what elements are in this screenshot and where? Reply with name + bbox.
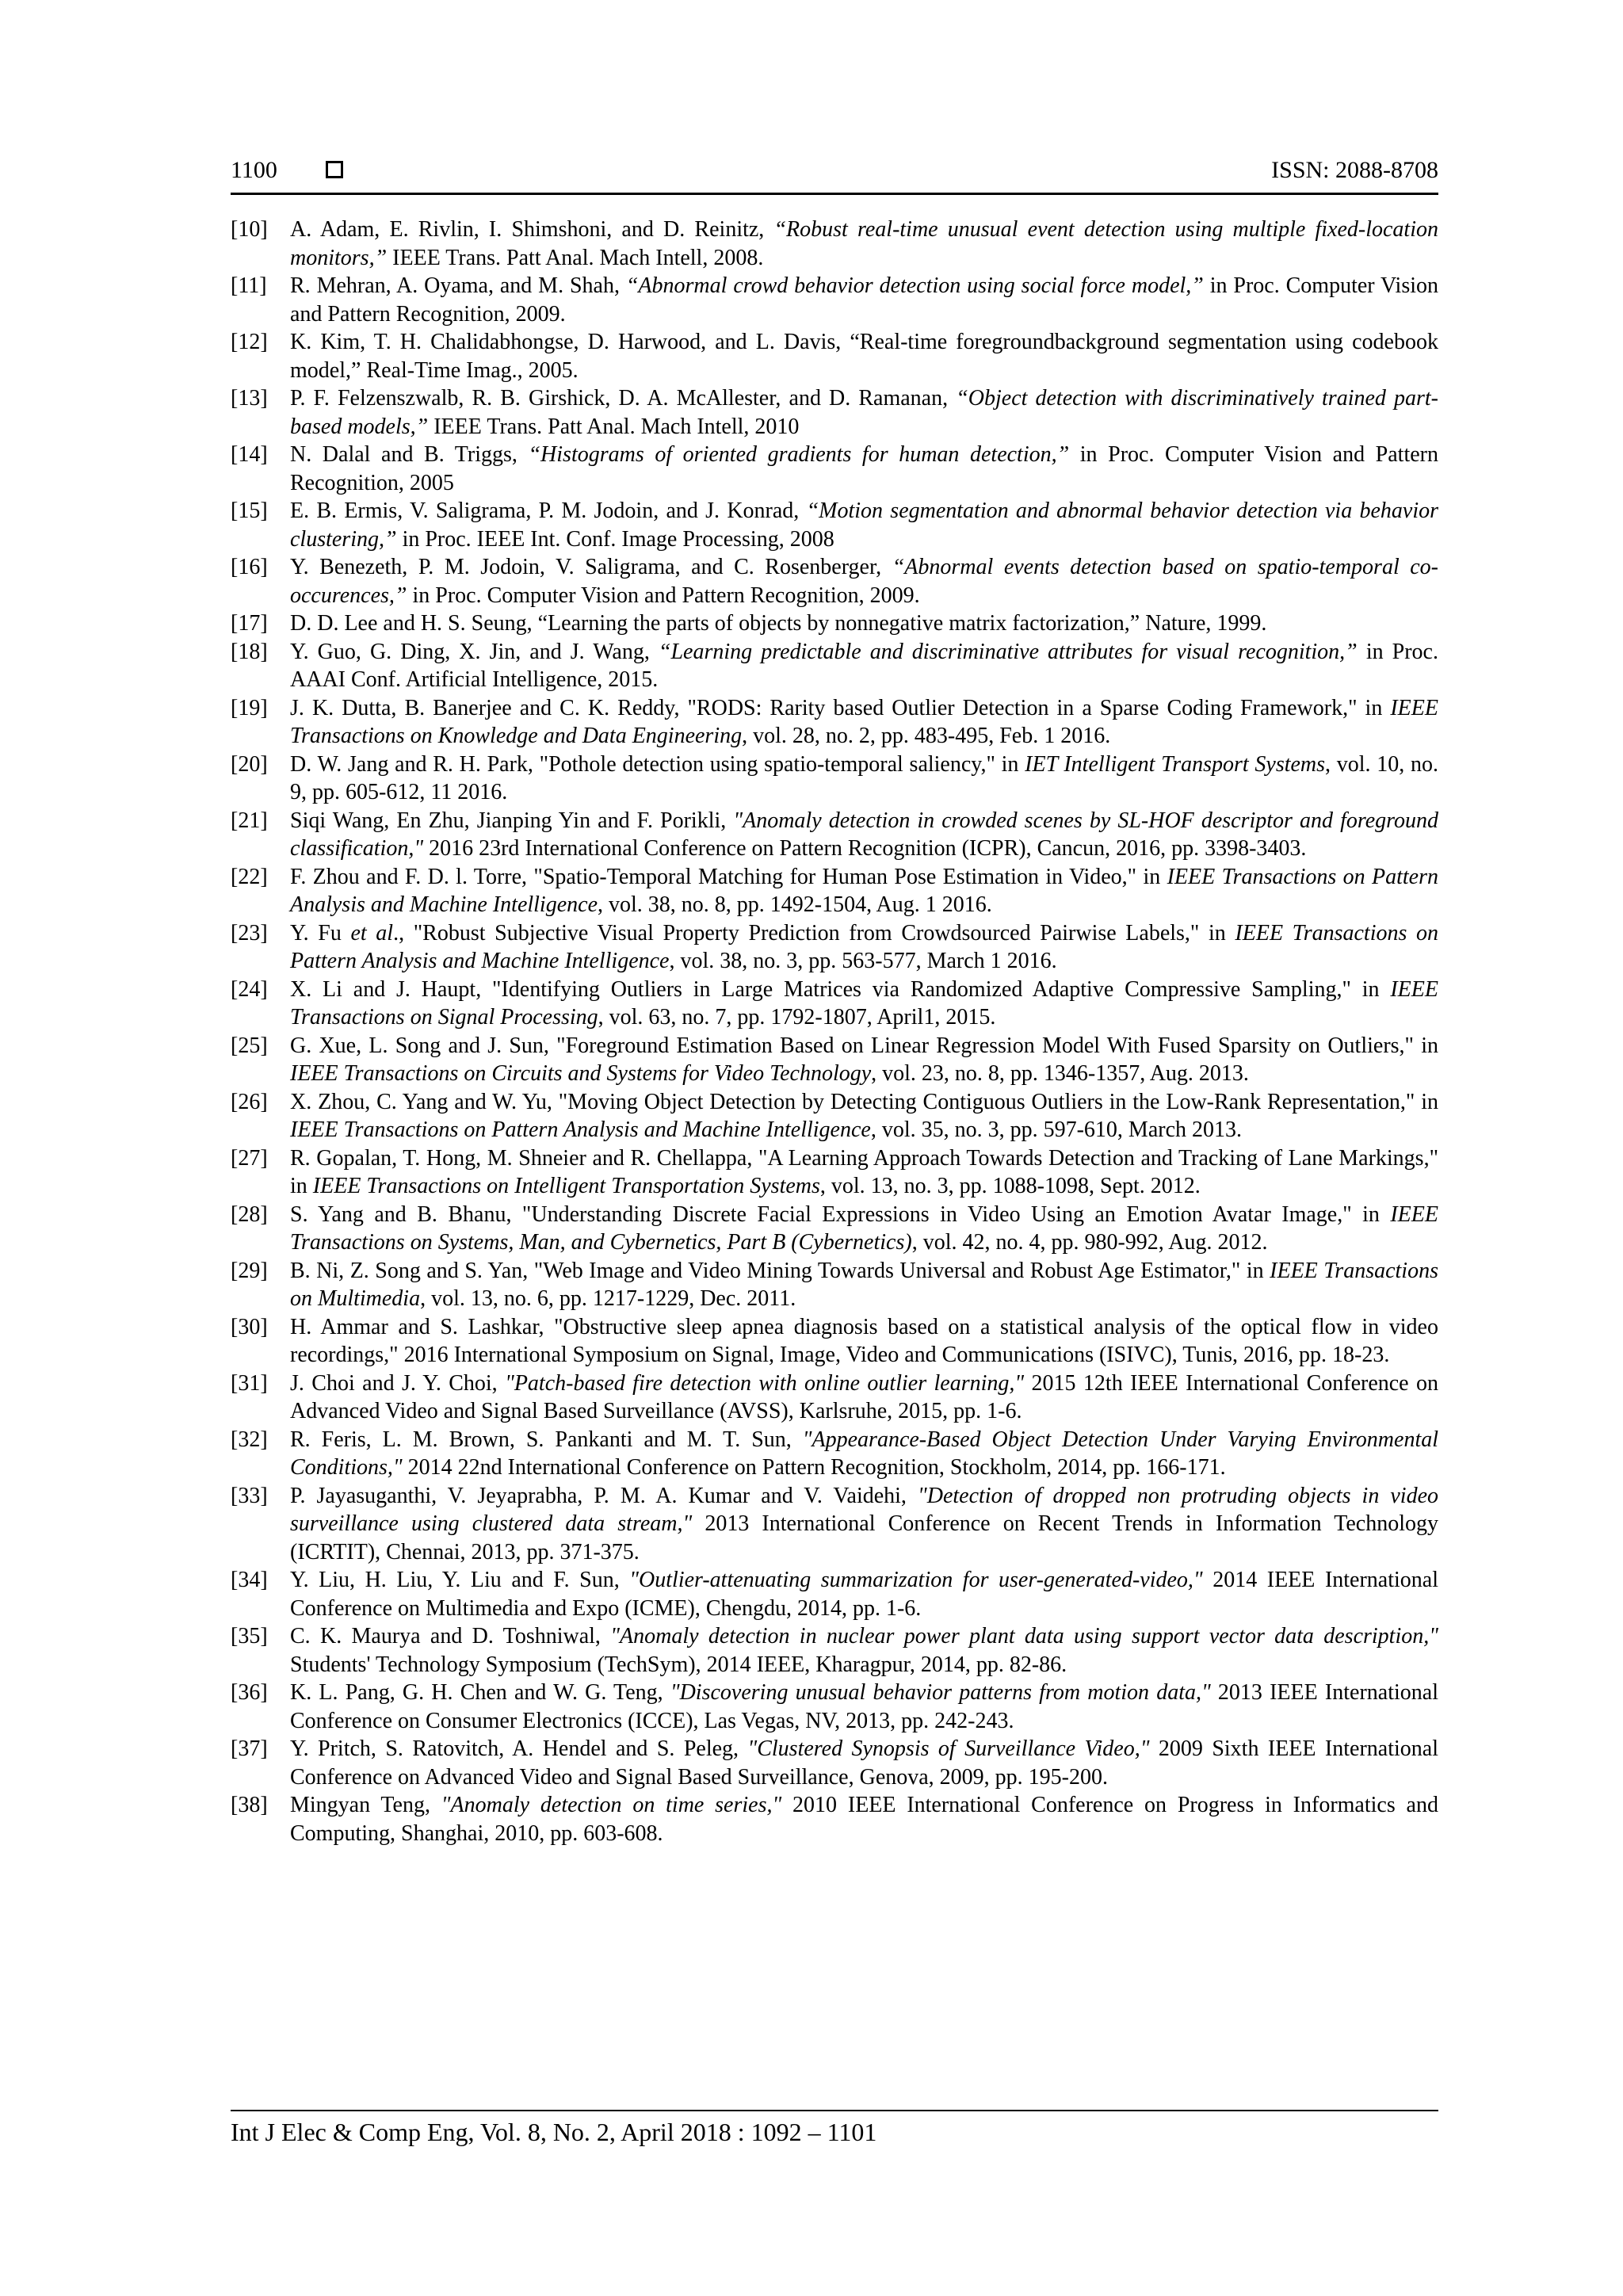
reference-text: J. Choi and J. Y. Choi, [290,1370,506,1396]
reference-item [231,1370,1438,1426]
reference-text: Y. Guo, G. Ding, X. Jin, and J. Wang, [290,639,659,664]
reference-number: [21] [231,808,268,833]
reference-item [231,1735,1438,1791]
reference-text: in Proc. Computer Vision and Pattern Recognition, 2009. [290,273,1438,327]
reference-number: [19] [231,695,268,720]
reference-text: P. Jayasuganthi, V. Jeyaprabha, P. M. A. Kumar and V. Vaidehi, [290,1483,918,1508]
reference-text: , vol. 38, no. 3, pp. 563-577, March 1 2016. [669,949,1057,973]
footer-rule [231,2110,1438,2111]
reference-text: N. Dalal and B. Triggs, [290,442,529,467]
reference-text: , vol. 63, no. 7, pp. 1792-1807, April1, 2015. [598,1005,996,1030]
reference-text: D. W. Jang and R. H. Park, "Pothole detection using spatio-temporal saliency," in [290,751,1025,777]
reference-text: J. K. Dutta, B. Banerjee and C. K. Reddy, "RODS: Rarity based Outlier Detection in a Sparse Coding Framework," in [290,695,1391,720]
reference-text: K. Kim, T. H. Chalidabhongse, D. Harwood, and L. Davis, “Real-time foregroundbackground segmentation using codebook model,” Real-Time Imag., 2005. [290,330,1438,383]
reference-text: 2009 Sixth IEEE International Conference on Advanced Video and Signal Based Surveillance, Genova, 2009, pp. 195-200. [290,1736,1438,1790]
reference-number: [36] [231,1680,268,1705]
reference-title-italic: "Anomaly detection in nuclear power plant data using support vector data description," [610,1624,1438,1648]
reference-text: , vol. 13, no. 3, pp. 1088-1098, Sept. 2012. [819,1174,1201,1198]
reference-title-italic: IEEE Transactions on Pattern Analysis and Machine Intelligence [290,920,1439,973]
reference-number: [33] [231,1483,268,1508]
reference-item [231,553,1438,609]
reference-number: [13] [231,386,268,411]
reference-item [231,863,1438,919]
reference-text: H. Ammar and S. Lashkar, "Obstructive sleep apnea diagnosis based on a statistical analysis of the optical flow in video recordings," 2016 International Symposium on Signal, Image, Video and Communications (ISIVC), Tunis, 2016, pp. 18-23. [290,1314,1438,1367]
reference-number: [38] [231,1793,268,1817]
header-rule [231,193,1438,195]
reference-number: [15] [231,499,268,523]
reference-item [231,1201,1438,1257]
reference-item [231,497,1438,553]
reference-text: Siqi Wang, En Zhu, Jianping Yin and F. Porikli, [290,808,734,833]
reference-number: [23] [231,920,268,946]
reference-text: Students' Technology Symposium (TechSym), 2014 IEEE, Kharagpur, 2014, pp. 82-86. [290,1652,1067,1677]
reference-title-italic: “Robust real-time unusual event detection using multiple fixed-location monitors,” [290,217,1438,270]
square-bullet-icon [326,161,343,178]
reference-item [231,1426,1438,1482]
reference-item [231,1791,1438,1847]
reference-title-italic: "Discovering unusual behavior patterns from motion data," [670,1680,1211,1705]
reference-text: , vol. 10, no. 9, pp. 605-612, 11 2016. [290,751,1439,804]
reference-title-italic: “Learning predictable and discriminative attributes for visual recognition,” [658,639,1358,664]
reference-title-italic: IEEE Transactions on Systems, Man, and Cybernetics, Part B (Cybernetics) [290,1201,1438,1255]
reference-number: [18] [231,639,268,664]
reference-text: in Proc. IEEE Int. Conf. Image Processing, 2008 [396,526,834,552]
reference-text: P. F. Felzenszwalb, R. B. Girshick, D. A. McAllester, and D. Ramanan, [290,386,957,411]
reference-item [231,751,1438,807]
reference-text: 2014 IEEE International Conference on Multimedia and Expo (ICME), Chengdu, 2014, pp. 1-6. [290,1568,1438,1621]
reference-text: ., "Robust Subjective Visual Property Prediction from Crowdsourced Pairwise Labels," in [393,920,1235,946]
reference-number: [37] [231,1736,268,1761]
reference-number: [17] [231,611,268,636]
reference-title-italic: “Histograms of oriented gradients for human detection,” [528,442,1070,467]
reference-text: Y. Benezeth, P. M. Jodoin, V. Saligrama, and C. Rosenberger, [290,555,892,579]
reference-item [231,1313,1438,1370]
reference-text: K. L. Pang, G. H. Chen and W. G. Teng, [290,1680,670,1705]
reference-number: [16] [231,555,268,579]
reference-number: [34] [231,1568,268,1592]
reference-text: , vol. 13, no. 6, pp. 1217-1229, Dec. 2011. [420,1286,796,1311]
reference-title-italic: “Object detection with discriminatively trained part-based models,” [290,386,1438,439]
reference-text: , vol. 38, no. 8, pp. 1492-1504, Aug. 1 2016. [598,892,992,917]
reference-item [231,1482,1438,1567]
reference-item [231,1566,1438,1622]
reference-text: X. Zhou, C. Yang and W. Yu, "Moving Object Detection by Detecting Contiguous Outliers in the Low-Rank Representation," in [290,1089,1438,1114]
reference-text: , vol. 23, no. 8, pp. 1346-1357, Aug. 2013. [871,1061,1249,1086]
reference-number: [29] [231,1258,268,1283]
reference-title-italic: "Clustered Synopsis of Surveillance Video," [747,1736,1150,1761]
reference-title-italic: "Patch-based fire detection with online outlier learning," [505,1370,1025,1396]
reference-title-italic: IEEE Transactions on Intelligent Transportation Systems [312,1174,820,1198]
reference-item [231,638,1438,694]
running-header [231,153,1438,193]
reference-item [231,1679,1438,1735]
reference-number: [25] [231,1033,268,1058]
reference-text: R. Gopalan, T. Hong, M. Shneier and R. Chellappa, "A Learning Approach Towards Detection and Tracking of Lane Markings," in [290,1145,1438,1198]
reference-text: D. D. Lee and H. S. Seung, “Learning the parts of objects by nonnegative matrix factorization,” Nature, 1999. [290,611,1267,636]
reference-title-italic: “Motion segmentation and abnormal behavior detection via behavior clustering,” [290,499,1439,552]
reference-text: R. Mehran, A. Oyama, and M. Shah, [290,273,626,298]
issn-label: ISSN: 2088-8708 [1271,157,1438,183]
reference-item [231,1032,1438,1088]
reference-title-italic: "Outlier-attenuating summarization for user-generated-video," [629,1568,1203,1592]
reference-text: in Proc. Computer Vision and Pattern Recognition, 2009. [407,583,920,608]
reference-text: G. Xue, L. Song and J. Sun, "Foreground Estimation Based on Linear Regression Model With Fused Sparsity on Outliers," in [290,1033,1438,1058]
reference-text: F. Zhou and F. D. l. Torre, "Spatio-Temporal Matching for Human Pose Estimation in Video," in [290,864,1167,889]
reference-title-italic: IEEE Transactions on Pattern Analysis and Machine Intelligence [290,864,1438,917]
reference-number: [24] [231,976,268,1002]
reference-text: Y. Fu [290,920,351,946]
reference-item [231,609,1438,638]
reference-title-italic: “Abnormal events detection based on spatio-temporal co-occurences,” [290,555,1438,608]
page-number: 1100 [231,157,277,183]
reference-text: Mingyan Teng, [290,1793,441,1817]
reference-text: C. K. Maurya and D. Toshniwal, [290,1624,611,1648]
reference-text: in Proc. Computer Vision and Pattern Recognition, 2005 [290,442,1438,495]
reference-title-italic: et al [350,920,394,946]
reference-number: [27] [231,1145,268,1171]
reference-text: 2013 International Conference on Recent Trends in Information Technology (ICRTIT), Chennai, 2013, pp. 371-375. [290,1511,1438,1564]
reference-title-italic: IEEE Transactions on Signal Processing [290,976,1438,1030]
journal-citation-footer: Int J Elec & Comp Eng, Vol. 8, No. 2, April 2018 : 1092 – 1101 [231,2118,877,2146]
reference-item [231,441,1438,497]
reference-text: , vol. 28, no. 2, pp. 483-495, Feb. 1 2016. [742,724,1111,748]
reference-number: [11] [231,273,267,298]
reference-item [231,807,1438,863]
reference-item [231,919,1438,976]
reference-title-italic: "Appearance-Based Object Detection Under Varying Environmental Conditions," [290,1427,1439,1480]
reference-number: [20] [231,751,268,777]
reference-item [231,384,1438,441]
reference-title-italic: IEEE Transactions on Circuits and Systems for Video Technology [290,1061,872,1086]
reference-text: 2015 12th IEEE International Conference on Advanced Video and Signal Based Surveillance (AVSS), Karlsruhe, 2015, pp. 1-6. [290,1370,1438,1423]
reference-number: [28] [231,1201,268,1227]
reference-item [231,1144,1438,1201]
reference-text: 2014 22nd International Conference on Pattern Recognition, Stockholm, 2014, pp. 166-171. [402,1455,1226,1480]
reference-item [231,976,1438,1032]
reference-text: 2013 IEEE International Conference on Consumer Electronics (ICCE), Las Vegas, NV, 2013, pp. 242-243. [290,1680,1438,1733]
reference-title-italic: "Anomaly detection in crowded scenes by SL-HOF descriptor and foreground classification," [290,808,1438,861]
reference-number: [14] [231,442,268,467]
reference-number: [31] [231,1370,268,1396]
reference-title-italic: "Anomaly detection on time series," [441,1793,782,1817]
reference-number: [26] [231,1089,268,1114]
reference-title-italic: IEEE Transactions on Multimedia [290,1258,1438,1311]
reference-list [231,216,1438,1847]
reference-text: 2016 23rd International Conference on Pattern Recognition (ICPR), Cancun, 2016, pp. 3398-3403. [423,836,1307,861]
reference-text: IEEE Trans. Patt Anal. Mach Intell, 2008. [387,245,764,270]
reference-item [231,1257,1438,1313]
reference-text: R. Feris, L. M. Brown, S. Pankanti and M. T. Sun, [290,1427,803,1452]
reference-title-italic: IEEE Transactions on Knowledge and Data Engineering [290,695,1438,748]
reference-number: [12] [231,330,268,354]
reference-number: [32] [231,1427,268,1452]
reference-text: B. Ni, Z. Song and S. Yan, "Web Image and Video Mining Towards Universal and Robust Age Estimator," in [290,1258,1270,1283]
reference-text: , vol. 42, no. 4, pp. 980-992, Aug. 2012. [911,1230,1268,1255]
reference-text: A. Adam, E. Rivlin, I. Shimshoni, and D. Reinitz, [290,217,774,242]
reference-text: , vol. 35, no. 3, pp. 597-610, March 2013. [870,1117,1242,1142]
reference-item [231,694,1438,751]
reference-item [231,216,1438,272]
reference-title-italic: “Abnormal crowd behavior detection using social force model,” [625,273,1204,298]
reference-number: [22] [231,864,268,889]
reference-item [231,272,1438,328]
reference-text: S. Yang and B. Bhanu, "Understanding Discrete Facial Expressions in Video Using an Emotion Avatar Image," in [290,1201,1391,1227]
reference-text: in Proc. AAAI Conf. Artificial Intelligence, 2015. [290,639,1438,692]
reference-title-italic: "Detection of dropped non protruding objects in video surveillance using clustered data stream," [290,1483,1438,1536]
reference-number: [35] [231,1624,268,1648]
reference-text: Y. Pritch, S. Ratovitch, A. Hendel and S. Peleg, [290,1736,748,1761]
reference-item [231,328,1438,384]
reference-number: [30] [231,1314,268,1339]
reference-text: X. Li and J. Haupt, "Identifying Outliers in Large Matrices via Randomized Adaptive Compressive Sampling," in [290,976,1391,1002]
reference-title-italic: IEEE Transactions on Pattern Analysis and Machine Intelligence [290,1117,871,1142]
reference-text: 2010 IEEE International Conference on Progress in Informatics and Computing, Shanghai, 2010, pp. 603-608. [290,1793,1438,1846]
reference-number: [10] [231,217,268,242]
reference-title-italic: IET Intelligent Transport Systems [1025,751,1326,777]
reference-text: Y. Liu, H. Liu, Y. Liu and F. Sun, [290,1568,630,1592]
reference-text: IEEE Trans. Patt Anal. Mach Intell, 2010 [428,414,800,439]
reference-text: E. B. Ermis, V. Saligrama, P. M. Jodoin, and J. Konrad, [290,499,807,523]
reference-item [231,1622,1438,1679]
reference-item [231,1088,1438,1144]
